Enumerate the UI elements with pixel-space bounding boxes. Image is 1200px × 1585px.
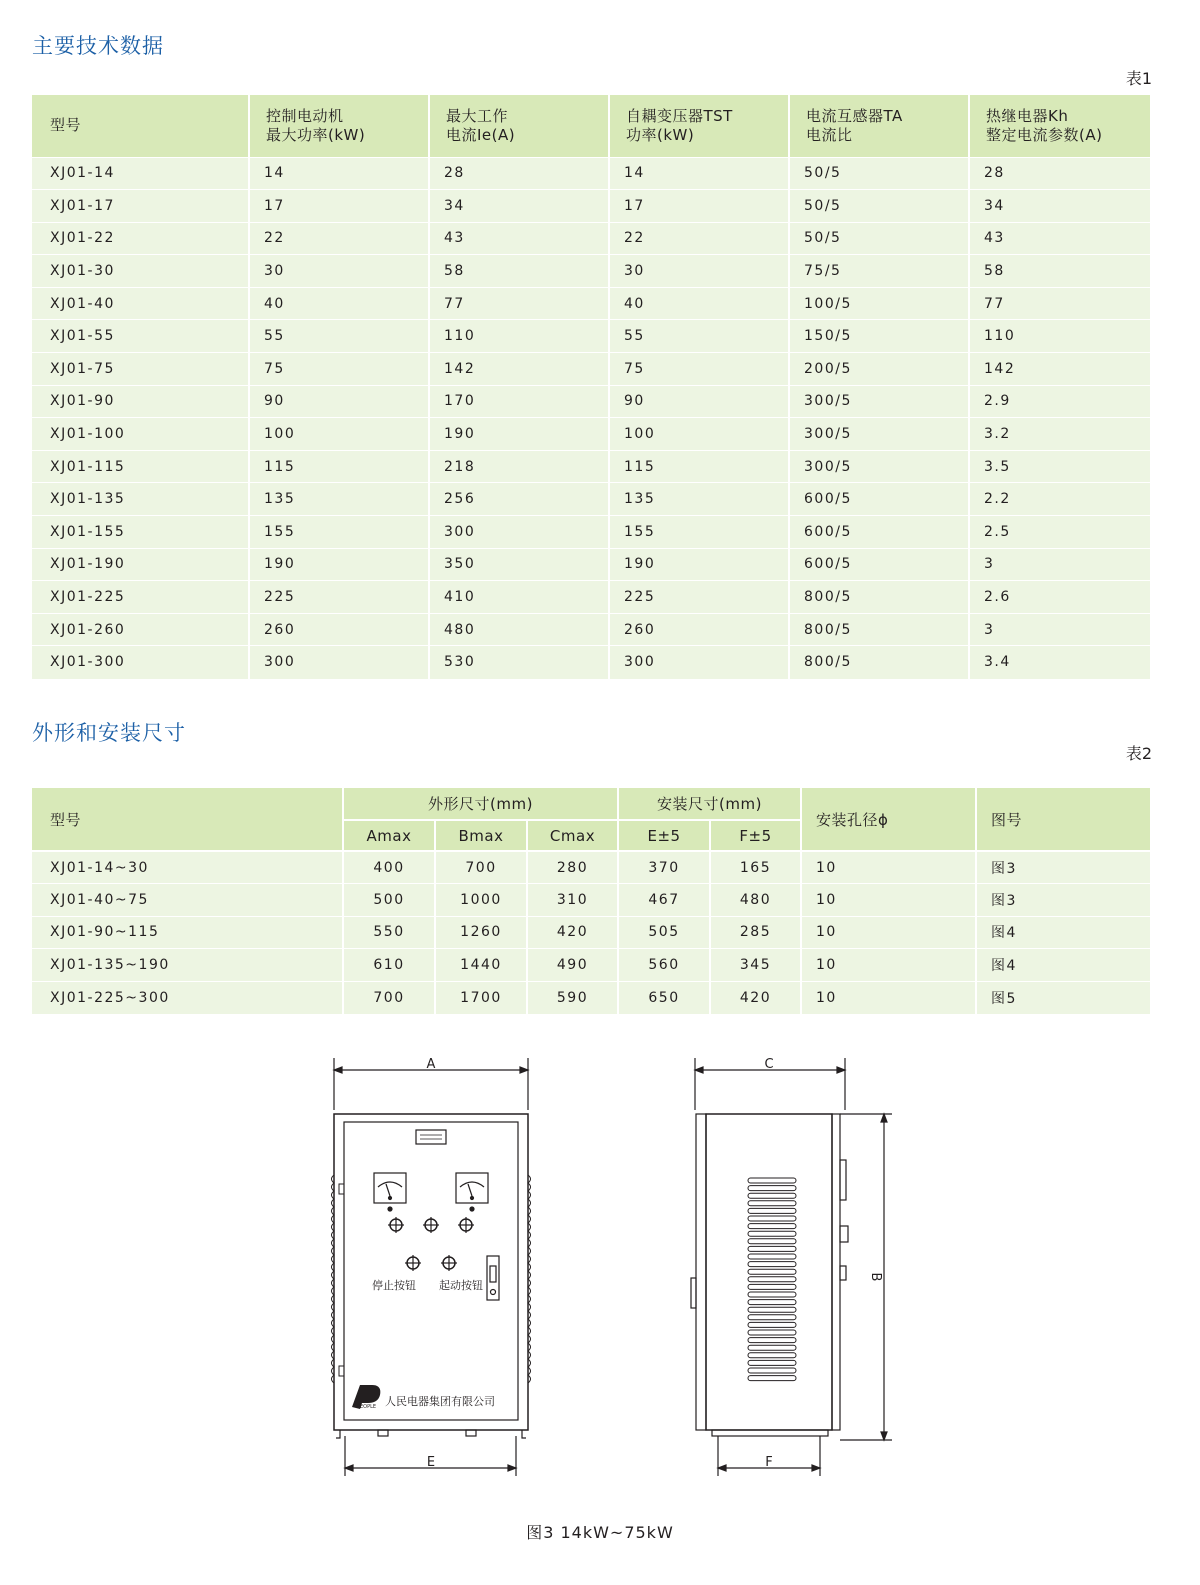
- header-figure-number: 图号: [976, 788, 1150, 851]
- table-cell: 650: [618, 981, 710, 1014]
- table-row: [32, 981, 1150, 1014]
- table-row: [32, 916, 1150, 949]
- table-cell: 10: [801, 851, 976, 884]
- table-cell: 77: [969, 287, 1150, 320]
- table-cell: 58: [969, 255, 1150, 288]
- table-cell: 100: [609, 418, 789, 451]
- table-cell: 500: [343, 884, 435, 917]
- table-cell: 135: [609, 483, 789, 516]
- table-cell: 34: [969, 190, 1150, 223]
- table-cell: 170: [429, 385, 609, 418]
- table-row: [32, 613, 1150, 646]
- table-cell: 530: [429, 646, 609, 679]
- table-cell: 34: [429, 190, 609, 223]
- dim-e-label: E: [426, 1455, 436, 1470]
- table1-header-line: 型号: [50, 116, 82, 135]
- vent-louver: [748, 1315, 796, 1320]
- table1-header-line: 整定电流参数(A): [986, 125, 1103, 144]
- table-cell: 28: [429, 157, 609, 190]
- table-cell: 467: [618, 884, 710, 917]
- table-cell: 50/5: [789, 190, 969, 223]
- table-cell: 17: [609, 190, 789, 223]
- table-row: [32, 157, 1150, 190]
- table-cell: XJ01-115: [32, 450, 249, 483]
- table-cell: 10: [801, 884, 976, 917]
- section2-title: 外形和安装尺寸: [32, 721, 186, 745]
- table-row: [32, 353, 1150, 386]
- start-button-label: 起动按钮: [439, 1279, 483, 1292]
- table-cell: 10: [801, 916, 976, 949]
- dim-a-label: A: [426, 1057, 436, 1072]
- table-cell: XJ01-135: [32, 483, 249, 516]
- vent-louver: [748, 1178, 796, 1183]
- table-cell: 10: [801, 949, 976, 982]
- table-row: [32, 418, 1150, 451]
- table-cell: 190: [429, 418, 609, 451]
- dimensions-table: [32, 788, 1150, 1014]
- table-cell: XJ01-40: [32, 287, 249, 320]
- table-cell: 17: [249, 190, 429, 223]
- subheader-cmax: Cmax: [527, 820, 618, 851]
- table-cell: 155: [249, 516, 429, 549]
- table-cell: 225: [609, 581, 789, 614]
- vent-louver: [748, 1330, 796, 1335]
- table-cell: 2.9: [969, 385, 1150, 418]
- table-cell: 610: [343, 949, 435, 982]
- stop-button-label: 停止按钮: [372, 1279, 416, 1292]
- table-cell: 3: [969, 548, 1150, 581]
- table-cell: 260: [249, 613, 429, 646]
- table-cell: 30: [609, 255, 789, 288]
- table-row: [32, 851, 1150, 884]
- header-outline-size: 外形尺寸(mm): [343, 788, 618, 820]
- table-cell: 图4: [976, 916, 1150, 949]
- table-cell: 图4: [976, 949, 1150, 982]
- table-cell: XJ01-225: [32, 581, 249, 614]
- vent-louver: [748, 1284, 796, 1289]
- table-cell: 490: [527, 949, 618, 982]
- table-cell: 300/5: [789, 385, 969, 418]
- table-cell: 300/5: [789, 418, 969, 451]
- table-cell: 3.5: [969, 450, 1150, 483]
- table1-header-line: 自耦变压器TST: [626, 106, 733, 125]
- table-cell: 480: [429, 613, 609, 646]
- vent-louver: [748, 1300, 796, 1305]
- table1-header-cell: [609, 95, 789, 157]
- table-cell: XJ01-300: [32, 646, 249, 679]
- table-cell: 2.5: [969, 516, 1150, 549]
- vent-louver: [748, 1353, 796, 1358]
- table-cell: 2.6: [969, 581, 1150, 614]
- table-cell: 75/5: [789, 255, 969, 288]
- vent-louver: [748, 1376, 796, 1381]
- table-cell: 图3: [976, 851, 1150, 884]
- vent-louver: [748, 1193, 796, 1198]
- subheader-bmax: Bmax: [435, 820, 527, 851]
- table-cell: 58: [429, 255, 609, 288]
- vent-louver: [748, 1216, 796, 1221]
- table-cell: 90: [609, 385, 789, 418]
- vent-louver: [748, 1239, 796, 1244]
- table-cell: 190: [609, 548, 789, 581]
- table-cell: 300: [429, 516, 609, 549]
- table-cell: 图5: [976, 981, 1150, 1014]
- table-row: [32, 548, 1150, 581]
- table-row: [32, 385, 1150, 418]
- table-cell: XJ01-40~75: [32, 884, 343, 917]
- table-cell: 256: [429, 483, 609, 516]
- table-cell: XJ01-90~115: [32, 916, 343, 949]
- table-row: [32, 483, 1150, 516]
- subheader-f: F±5: [710, 820, 801, 851]
- table-row: [32, 255, 1150, 288]
- table-cell: 600/5: [789, 516, 969, 549]
- vent-louver: [748, 1307, 796, 1312]
- table-row: [32, 884, 1150, 917]
- table1-header-line: 最大功率(kW): [266, 125, 366, 144]
- table-cell: 43: [429, 222, 609, 255]
- table-cell: XJ01-100: [32, 418, 249, 451]
- table-cell: 1000: [435, 884, 527, 917]
- table-cell: 200/5: [789, 353, 969, 386]
- vent-louver: [748, 1208, 796, 1213]
- table-cell: 190: [249, 548, 429, 581]
- table-cell: XJ01-155: [32, 516, 249, 549]
- table-row: [32, 320, 1150, 353]
- table-cell: 77: [429, 287, 609, 320]
- table-cell: XJ01-17: [32, 190, 249, 223]
- table-cell: 420: [527, 916, 618, 949]
- table-cell: XJ01-14: [32, 157, 249, 190]
- header-hole-diameter: 安装孔径ϕ: [801, 788, 976, 851]
- technical-data-table: [32, 95, 1150, 679]
- vent-louver: [748, 1224, 796, 1229]
- table-cell: 800/5: [789, 646, 969, 679]
- table-row: [32, 287, 1150, 320]
- table-cell: 142: [969, 353, 1150, 386]
- table-cell: 700: [343, 981, 435, 1014]
- table-cell: XJ01-22: [32, 222, 249, 255]
- table1-header-row: [32, 95, 1150, 157]
- table-cell: 300: [249, 646, 429, 679]
- table-cell: 260: [609, 613, 789, 646]
- table-cell: XJ01-90: [32, 385, 249, 418]
- table-cell: 3.4: [969, 646, 1150, 679]
- table-cell: 600/5: [789, 548, 969, 581]
- table-cell: 75: [609, 353, 789, 386]
- subheader-e: E±5: [618, 820, 710, 851]
- vent-louver: [748, 1292, 796, 1297]
- table-cell: 225: [249, 581, 429, 614]
- fig3-outline-drawing: [0, 1040, 1200, 1510]
- table-cell: 100: [249, 418, 429, 451]
- table-cell: 800/5: [789, 581, 969, 614]
- section1-title: 主要技术数据: [32, 34, 164, 58]
- table1-header-cell: [249, 95, 429, 157]
- table-cell: 22: [609, 222, 789, 255]
- table-cell: 3.2: [969, 418, 1150, 451]
- table-cell: 410: [429, 581, 609, 614]
- table-cell: 图3: [976, 884, 1150, 917]
- dim-b-label: B: [868, 1272, 883, 1282]
- table-cell: 14: [249, 157, 429, 190]
- table-cell: 165: [710, 851, 801, 884]
- table1-header-line: 最大工作: [446, 106, 509, 125]
- table-row: [32, 516, 1150, 549]
- table-cell: 1260: [435, 916, 527, 949]
- figure-caption: 图3 14kW~75kW: [526, 1523, 674, 1542]
- table-cell: XJ01-75: [32, 353, 249, 386]
- table1-header-line: 热继电器Kh: [986, 106, 1069, 125]
- table-cell: XJ01-135~190: [32, 949, 343, 982]
- header-install-size: 安装尺寸(mm): [618, 788, 801, 820]
- table-cell: 560: [618, 949, 710, 982]
- table-cell: 1440: [435, 949, 527, 982]
- table1-header-cell: [969, 95, 1150, 157]
- table1-header-line: 功率(kW): [626, 125, 695, 144]
- table-row: [32, 222, 1150, 255]
- logo-text: PEOPLE: [357, 1404, 377, 1410]
- table-cell: 700: [435, 851, 527, 884]
- table-cell: 345: [710, 949, 801, 982]
- table-cell: 50/5: [789, 222, 969, 255]
- table-cell: 155: [609, 516, 789, 549]
- table-cell: 90: [249, 385, 429, 418]
- table-row: [32, 450, 1150, 483]
- table-cell: 28: [969, 157, 1150, 190]
- table-cell: 550: [343, 916, 435, 949]
- vent-louver: [748, 1246, 796, 1251]
- vent-louver: [748, 1269, 796, 1274]
- table-cell: 2.2: [969, 483, 1150, 516]
- table-cell: 150/5: [789, 320, 969, 353]
- table-cell: 110: [969, 320, 1150, 353]
- table-cell: 400: [343, 851, 435, 884]
- table-row: [32, 949, 1150, 982]
- table1-header-cell: [429, 95, 609, 157]
- vent-louver: [748, 1186, 796, 1191]
- table-cell: 135: [249, 483, 429, 516]
- vent-louver: [748, 1360, 796, 1365]
- table1-header-cell: [32, 95, 249, 157]
- people-logo: [352, 1385, 380, 1410]
- table1-header-line: 控制电动机: [266, 106, 344, 125]
- table-cell: 75: [249, 353, 429, 386]
- table-cell: 600/5: [789, 483, 969, 516]
- table-cell: 30: [249, 255, 429, 288]
- table-cell: XJ01-14~30: [32, 851, 343, 884]
- table-cell: 14: [609, 157, 789, 190]
- table-cell: 350: [429, 548, 609, 581]
- table-cell: 3: [969, 613, 1150, 646]
- table2-label: 表2: [1125, 744, 1152, 763]
- header-model: 型号: [32, 788, 343, 851]
- vent-louver: [748, 1368, 796, 1373]
- vent-louver: [748, 1231, 796, 1236]
- table-cell: XJ01-55: [32, 320, 249, 353]
- table-row: [32, 646, 1150, 679]
- table1-header-line: 电流Ie(A): [446, 125, 516, 144]
- table-cell: 300: [609, 646, 789, 679]
- table-cell: 55: [249, 320, 429, 353]
- table-cell: 43: [969, 222, 1150, 255]
- table-cell: 115: [249, 450, 429, 483]
- table-cell: 280: [527, 851, 618, 884]
- table2-header-row: [32, 788, 1150, 820]
- table-row: [32, 190, 1150, 223]
- company-name: 人民电器集团有限公司: [385, 1395, 495, 1408]
- table-cell: 115: [609, 450, 789, 483]
- table-row: [32, 581, 1150, 614]
- vent-louver: [748, 1322, 796, 1327]
- vent-louver: [748, 1201, 796, 1206]
- vent-louver: [748, 1345, 796, 1350]
- table2-body: [32, 851, 1150, 1014]
- table-cell: 480: [710, 884, 801, 917]
- table1-header-line: 电流互感器TA: [806, 106, 903, 125]
- table1-header-cell: [789, 95, 969, 157]
- table-cell: 50/5: [789, 157, 969, 190]
- table-cell: XJ01-190: [32, 548, 249, 581]
- table-cell: 55: [609, 320, 789, 353]
- table1-label: 表1: [1125, 69, 1152, 88]
- table1-body: [32, 157, 1150, 679]
- vent-louver: [748, 1254, 796, 1259]
- table1-header-line: 电流比: [806, 125, 853, 144]
- table-cell: XJ01-225~300: [32, 981, 343, 1014]
- table-cell: 110: [429, 320, 609, 353]
- table-cell: 22: [249, 222, 429, 255]
- table-cell: 590: [527, 981, 618, 1014]
- dim-f-label: F: [765, 1455, 773, 1470]
- table-cell: XJ01-30: [32, 255, 249, 288]
- table-cell: 218: [429, 450, 609, 483]
- table-cell: 10: [801, 981, 976, 1014]
- table-cell: 285: [710, 916, 801, 949]
- table-cell: 1700: [435, 981, 527, 1014]
- dim-c-label: C: [764, 1057, 774, 1072]
- vent-louver: [748, 1262, 796, 1267]
- table-cell: 310: [527, 884, 618, 917]
- table-cell: 800/5: [789, 613, 969, 646]
- subheader-amax: Amax: [343, 820, 435, 851]
- table-cell: 300/5: [789, 450, 969, 483]
- table-cell: 40: [609, 287, 789, 320]
- table-cell: XJ01-260: [32, 613, 249, 646]
- table-cell: 505: [618, 916, 710, 949]
- table-cell: 40: [249, 287, 429, 320]
- table-cell: 142: [429, 353, 609, 386]
- vent-louver: [748, 1277, 796, 1282]
- table-cell: 100/5: [789, 287, 969, 320]
- vent-louver: [748, 1338, 796, 1343]
- table-cell: 370: [618, 851, 710, 884]
- table-cell: 420: [710, 981, 801, 1014]
